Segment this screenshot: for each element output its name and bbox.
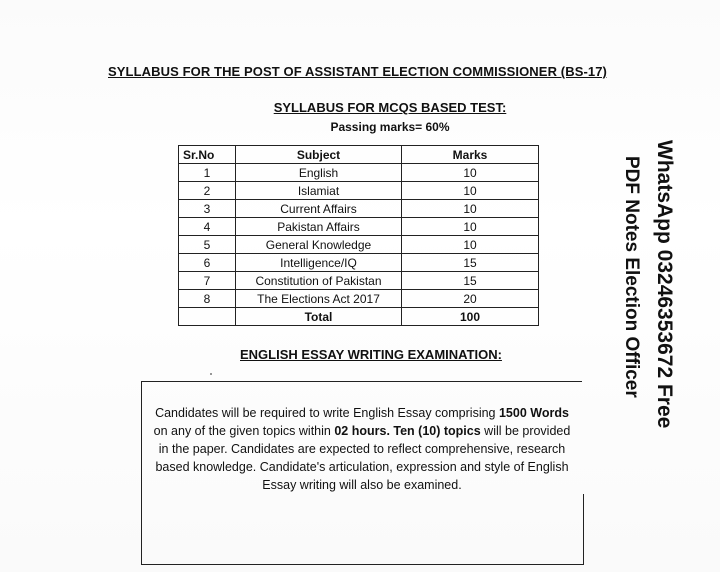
- header-sr-no: Sr.No: [179, 146, 236, 164]
- side-watermark: [590, 140, 710, 470]
- total-label: Total: [236, 308, 402, 326]
- essay-bold-words: 1500 Words: [498, 406, 569, 420]
- essay-text-part: on any of the given topics within: [153, 424, 335, 438]
- essay-instructions-text: [152, 404, 572, 494]
- row-sr: 8: [179, 290, 236, 308]
- row-sr: 5: [179, 236, 236, 254]
- essay-bold-duration: 02 hours. Ten (10): [334, 424, 441, 438]
- row-marks: 10: [402, 200, 539, 218]
- mcq-section-title: SYLLABUS FOR MCQS BASED TEST:: [273, 100, 507, 115]
- table-row: [179, 182, 539, 200]
- total-marks: 100: [402, 308, 539, 326]
- row-sr: 6: [179, 254, 236, 272]
- essay-bold-topics: topics: [443, 424, 481, 438]
- row-sr: 1: [179, 164, 236, 182]
- row-sr: 3: [179, 200, 236, 218]
- table-total-row: [179, 308, 539, 326]
- row-marks: 20: [402, 290, 539, 308]
- table-row: [179, 200, 539, 218]
- header-marks: Marks: [402, 146, 539, 164]
- row-marks: 15: [402, 272, 539, 290]
- syllabus-table: [178, 145, 539, 326]
- essay-section-title: ENGLISH ESSAY WRITING EXAMINATION:: [240, 347, 502, 362]
- row-subject: Pakistan Affairs: [236, 218, 402, 236]
- row-subject: English: [236, 164, 402, 182]
- row-subject: General Knowledge: [236, 236, 402, 254]
- row-subject: Constitution of Pakistan: [236, 272, 402, 290]
- scan-speck: [210, 373, 212, 375]
- essay-text-part: Candidates will be required to write English Essay comprising: [155, 406, 496, 420]
- box-right-border: [583, 494, 584, 565]
- table-row: [179, 272, 539, 290]
- row-subject: Islamiat: [236, 182, 402, 200]
- essay-text-part: will be provided in the paper. Candidates are expected to reflect comprehensive, research based knowledge. Candidate's articulation, expression and style of English Essay writing will also be examined.: [155, 424, 571, 492]
- row-marks: 15: [402, 254, 539, 272]
- total-sr-empty: [179, 308, 236, 326]
- table-row: [179, 236, 539, 254]
- passing-marks: Passing marks= 60%: [330, 120, 450, 134]
- table-header-row: [179, 146, 539, 164]
- row-sr: 7: [179, 272, 236, 290]
- box-bottom-border: [142, 564, 584, 565]
- main-title: SYLLABUS FOR THE POST OF ASSISTANT ELECTION COMMISSIONER (BS-17): [108, 64, 607, 79]
- table-row: [179, 218, 539, 236]
- row-sr: 2: [179, 182, 236, 200]
- table-row: [179, 290, 539, 308]
- watermark-line-2: PDF Notes Election Officer: [621, 156, 642, 398]
- row-subject: The Elections Act 2017: [236, 290, 402, 308]
- essay-instructions-box: [141, 381, 582, 565]
- row-subject: Current Affairs: [236, 200, 402, 218]
- row-marks: 10: [402, 182, 539, 200]
- header-subject: Subject: [236, 146, 402, 164]
- watermark-line-1: WhatsApp 03246353672 Free: [653, 140, 676, 429]
- table-row: [179, 254, 539, 272]
- row-marks: 10: [402, 164, 539, 182]
- row-marks: 10: [402, 218, 539, 236]
- row-subject: Intelligence/IQ: [236, 254, 402, 272]
- table-row: [179, 164, 539, 182]
- row-sr: 4: [179, 218, 236, 236]
- row-marks: 10: [402, 236, 539, 254]
